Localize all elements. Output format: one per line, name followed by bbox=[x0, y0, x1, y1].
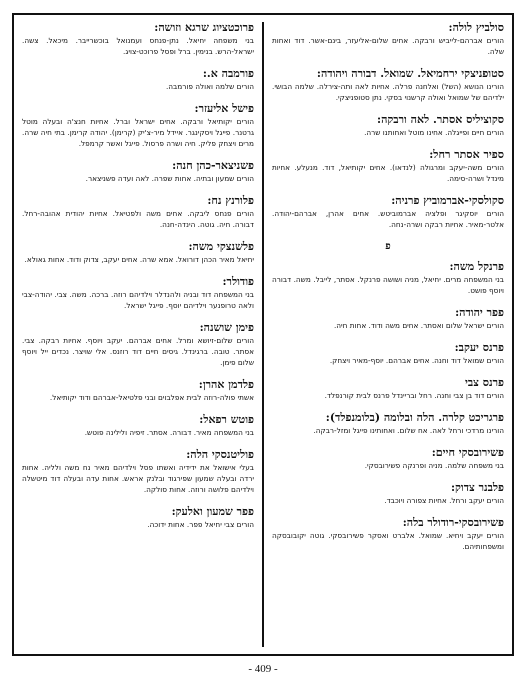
entry-description: בני המשפחה דוד ובניה ולהנדלר וילדיהם רוזה. ברכה. משה. צבי. יהודה-צבי ולאה טרופנער וילדיהם יוסף. פייגל ישראל. bbox=[22, 290, 254, 310]
memorial-entry bbox=[272, 410, 504, 436]
entry-description: בני משפחה שלמה. מניה ופרנקה פשירובסקי. bbox=[364, 461, 504, 470]
memorial-entry bbox=[272, 515, 504, 552]
memorial-entry bbox=[22, 377, 254, 403]
entry-description: בני המשפחה מאיר. דבורה. אסתר. זיפיה ולילינה פוטש. bbox=[84, 428, 254, 437]
entry-name: פשירובסקי-רודולר בלה: bbox=[402, 516, 504, 529]
entry-description: הורים שלום-זיושא ומרל. אחים אברהם. יעקב ויוסף. אחיות רבקה. צבי. אסתר. טובה. ברגינדל. גיסים חיים דוד רוזנס. אלי שויצר. נכדים ייל ויוסף שלום פימן. bbox=[22, 336, 254, 367]
memorial-entry bbox=[272, 147, 504, 184]
page-number: - 409 - bbox=[248, 663, 278, 675]
entry-name: פימן שושנה: bbox=[199, 321, 254, 334]
memorial-entry bbox=[272, 66, 504, 103]
memorial-entry bbox=[272, 340, 504, 366]
memorial-entry bbox=[22, 320, 254, 368]
entry-name: פשניצאר-כהן חנה: bbox=[172, 159, 254, 172]
memorial-entry bbox=[272, 112, 504, 138]
memorial-entry bbox=[22, 101, 254, 149]
section-letter: פ bbox=[385, 241, 391, 252]
entry-description: הורים שמואל דוד וחנה. אחים אברהם. יוסף-מאיר ויצחק. bbox=[329, 356, 504, 365]
entry-description: הורים יעקב ורחל. אחיות צפורה ויוכבד. bbox=[384, 496, 504, 505]
entry-name: פרגריכט קלרה. הלה ובלומה (בלומנפלד): bbox=[325, 411, 504, 424]
entry-description: הורים דוד בן צבי וחנה. רחל ובריינדל פרנס לבית קורנפלד. bbox=[324, 391, 504, 400]
memorial-entry bbox=[22, 66, 254, 92]
entry-description: הורים שמעון ובתיה. אחות שפרה. לאה ועדה פשניצאר. bbox=[85, 174, 254, 183]
memorial-entry bbox=[22, 447, 254, 495]
entry-description: הורים אברהם-לייביש ורבקה. אחים שלום-אליעזר, בינם-אשר. דוד ואחות שלה. bbox=[272, 36, 504, 56]
entry-name: פרנס צבי bbox=[465, 376, 504, 389]
memorial-entry bbox=[22, 193, 254, 230]
entry-name: סקולסקי-אברמוביץ פרניה: bbox=[391, 194, 504, 207]
entry-name: פורמבה א.: bbox=[202, 67, 254, 80]
entry-name: פישל אליעזר: bbox=[194, 102, 254, 115]
entry-description: הורים ישראל שלום ואסתר. אחים משה ודוד. אחות חיה. bbox=[333, 321, 504, 330]
entry-description: הורים משה-יעקב ומרגולה (לנדאו). אחים יקותיאל, דוד. מנעלע. אחיות מינדל ושרה-סימה. bbox=[272, 163, 504, 183]
entry-name: פלורנץ נח: bbox=[207, 194, 254, 207]
entry-name: פשירובסקי חיים: bbox=[431, 446, 504, 459]
memorial-entry bbox=[272, 193, 504, 230]
entry-name: ספיר אסתר רחל: bbox=[429, 148, 504, 161]
entry-name: פפר יהודה: bbox=[455, 306, 504, 319]
entry-name: פרנקל משה: bbox=[449, 260, 504, 273]
entry-name: פלדמן אהרן: bbox=[198, 378, 254, 391]
entry-description: יחיאל מאיר הכהן דורואל. אמא שרה. אחים יעקב, צדוק ודוד. אחות גאולא. bbox=[24, 255, 254, 264]
memorial-entry bbox=[22, 239, 254, 265]
memorial-entry bbox=[22, 274, 254, 311]
memorial-entry bbox=[272, 480, 504, 506]
entry-description: הורים יוסקיגר ופלציה אברמוביטש. אחים אהרן, אברהם-יהודה. אלטר-מאיר. אחיות רבקה ושרה-נחה. bbox=[272, 209, 504, 229]
entry-name: פלשנצקי משה: bbox=[188, 240, 254, 253]
entry-description: הורים שלמה ואולה פורמבה. bbox=[165, 82, 254, 91]
right-column bbox=[272, 20, 504, 561]
memorial-entry bbox=[272, 375, 504, 401]
left-column bbox=[22, 20, 254, 539]
entry-description: הורים פנחס ליבקה. אחים משה ולפטיאל. אחיות יהודית אהובה-רחל. דבורה. חיה. גוטה. הינדה-חנה. bbox=[22, 209, 254, 229]
entry-name: פפר שמעון ואלעק: bbox=[171, 505, 254, 518]
entry-description: בני משפחה יחיאל. נתן-פנחס ועמנואל בוכשרייבר. מיכאל. צשה. ישראל-הרש. בנימין. ברל ופסל פרוכט-צויג. bbox=[22, 36, 254, 56]
memorial-entry bbox=[272, 305, 504, 331]
memorial-entry bbox=[22, 158, 254, 184]
entry-name: סטופניצקי ירחמיאל. שמואל. דבורה ויהודה: bbox=[316, 67, 504, 80]
entry-name: פוטש רפאל: bbox=[199, 413, 254, 426]
memorial-entry bbox=[22, 504, 254, 530]
entry-description: הורינו מרדכי ורחל לאה. אח שלום. ואחותינו פייגל ומזל-רבקה. bbox=[313, 426, 504, 435]
entry-description: הורינו הנושא (השל) ואלחנה פרלה. אחיות לאה ותה-צירלה. שלמה הבושי. ילדיהם של שמואל ואולה קרשנוי בסקי. נתן סטופניצקי. bbox=[272, 82, 504, 102]
memorial-entry bbox=[22, 412, 254, 438]
memorial-entry bbox=[272, 259, 504, 296]
memorial-entry bbox=[272, 445, 504, 471]
entry-name: סולביץ לולה: bbox=[448, 21, 504, 34]
entry-description: הורים יקותיאל ורבקה. אחים ישראל וברל. אחיות חנצ'ה ובעלה מוטל גרטנר. פייגל ויסקינגר. איידל מיר-צ'יק (קרימן). יהודה קרימן. בתי חיה שרה. מרים ויצחק פליק. חיה ושרה פרסול. פייגל ואשר קרמפל. bbox=[22, 117, 254, 148]
entry-name: פודולר: bbox=[222, 275, 254, 288]
entry-description: הורים צבי יחיאל פפר. אחות ידוכה. bbox=[147, 520, 254, 529]
column-divider bbox=[262, 22, 264, 647]
entry-description: הורים יעקב ויחיא. שמואל. אלברט ואסקר פשירובסקי. גוטה יקובובסקה ומשפחותיהם. bbox=[272, 531, 504, 551]
entry-description: בני המשפחה מרים. יחיאל, מניה ושושה פרנקל. אסתר, לייבל. משה. דבורה ויוסף פושט. bbox=[272, 275, 504, 295]
entry-description: אשתי פולה-רוזה לבית אפלבוים ובני פלטיאל-אברהם ודוד יקותיאל. bbox=[49, 393, 254, 402]
entry-description: בעלי אישואל את ידידיה ואשתו פסל וילדיהם מאיר נח משה ולליה. אחות ירדה ובעלה שמעון שפירגוד ובלנק אראש. אחות עדה ובעלה דוד מיטשלה וילדיהם פלושה ורוזה. אחות סולקה. bbox=[22, 463, 254, 494]
entry-name: פרנס יעקב: bbox=[454, 341, 504, 354]
memorial-entry bbox=[272, 20, 504, 57]
entry-name: סקוציליס אסתר. לאה ורבקה: bbox=[377, 113, 504, 126]
entry-description: הורים חיים ופייגלה. אחינו מוטל ואחותנו שרה. bbox=[364, 128, 504, 137]
entry-name: פרוכטציוג שרגא וזושה: bbox=[154, 21, 254, 34]
memorial-entry bbox=[22, 20, 254, 57]
entry-name: פוליטנסקי הלה: bbox=[186, 448, 254, 461]
entry-name: פלבנר צדוק: bbox=[450, 481, 504, 494]
